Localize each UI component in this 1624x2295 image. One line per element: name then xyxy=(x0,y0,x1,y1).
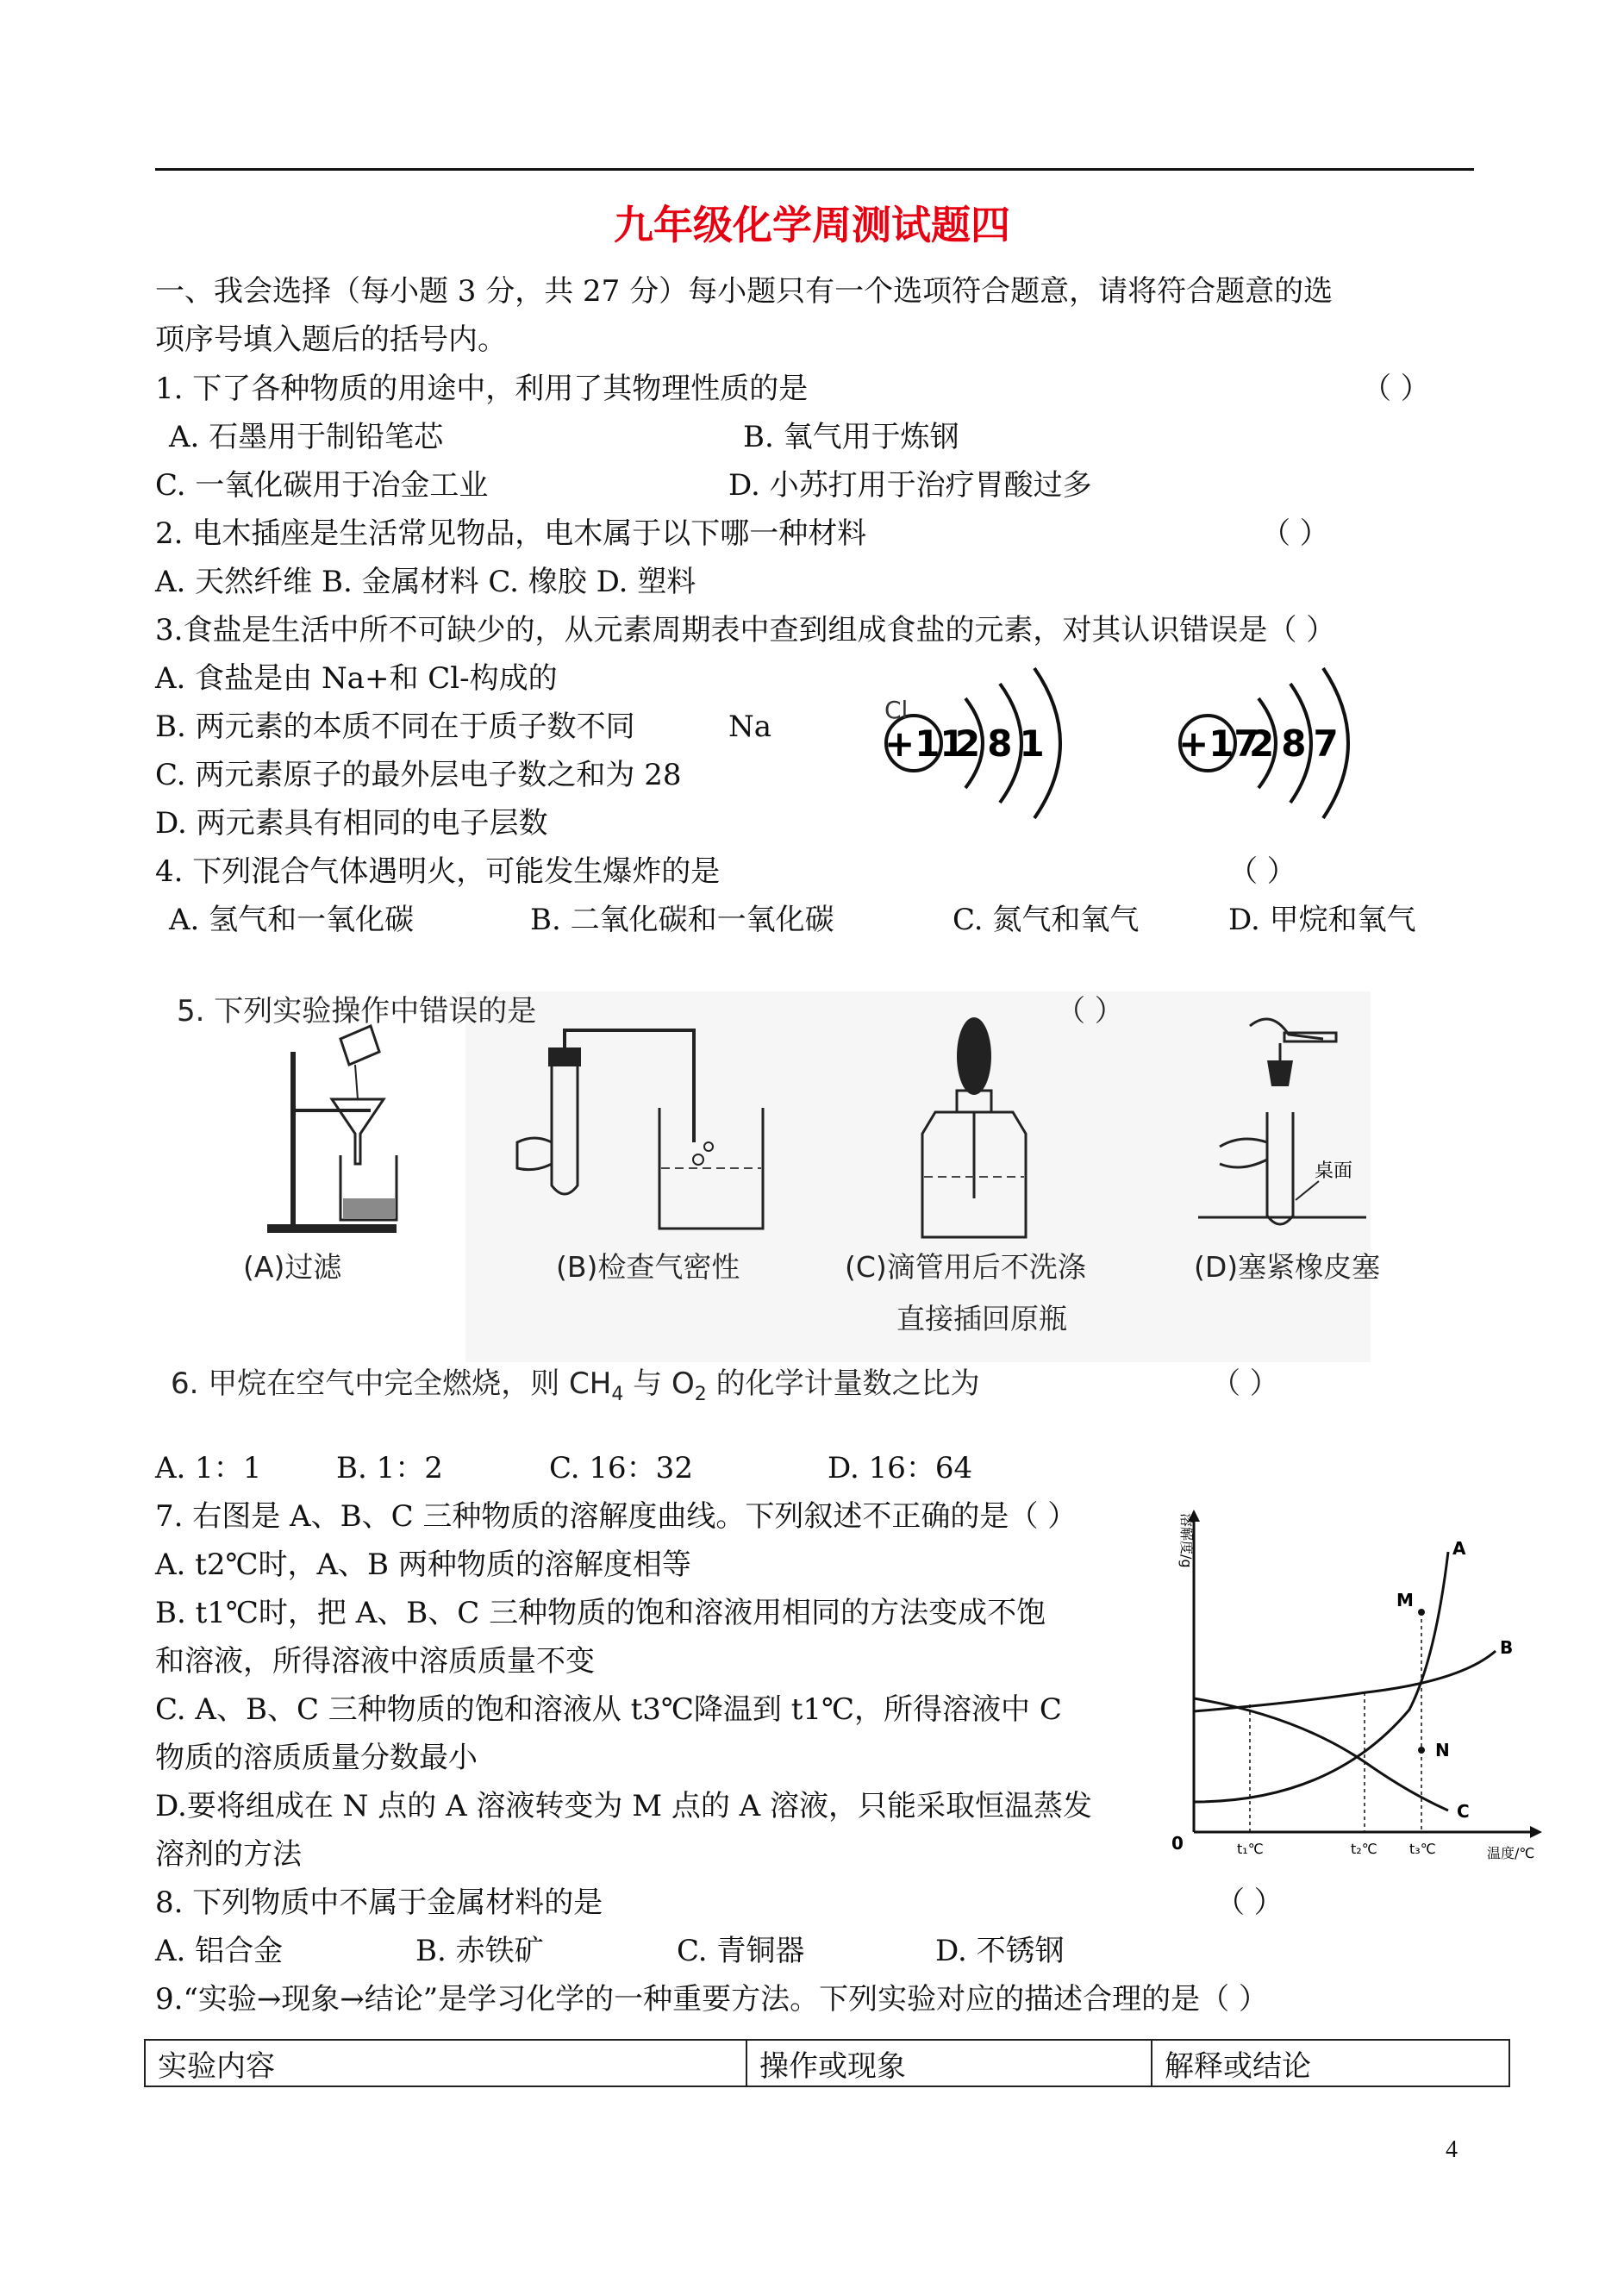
cl-shell-electrons: 287 xyxy=(1249,722,1346,765)
q8-option-d: D. 不锈钢 xyxy=(935,1934,1065,1968)
q7-option-b-line1: B. t1℃时，把 A、B、C 三种物质的饱和溶液用相同的方法变成不饱 xyxy=(155,1596,1046,1630)
tick-t2: t₂℃ xyxy=(1351,1841,1377,1857)
q6-sub-4: 4 xyxy=(611,1383,624,1405)
q2-options: A. 天然纤维 B. 金属材料 C. 橡胶 D. 塑料 xyxy=(155,565,696,599)
q5-caption-d: (D)塞紧橡皮塞 xyxy=(1194,1250,1381,1284)
point-m-label: M xyxy=(1396,1590,1414,1610)
tick-t3: t₃℃ xyxy=(1409,1841,1436,1857)
q5-answer-bracket[interactable]: （ ） xyxy=(1056,994,1124,1029)
q9-stem: 9.“实验→现象→结论”是学习化学的一种重要方法。下列实验对应的描述合理的是（ ） xyxy=(155,1982,1268,2017)
q7-stem: 7. 右图是 A、B、C 三种物质的溶解度曲线。下列叙述不正确的是（ ） xyxy=(155,1499,1077,1534)
curve-a-label: A xyxy=(1452,1538,1466,1559)
q5-caption-b: (B)检查气密性 xyxy=(556,1250,740,1284)
q6-answer-bracket[interactable]: （ ） xyxy=(1211,1366,1279,1401)
table-header-experiment: 实验内容 xyxy=(145,2040,746,2086)
q8-option-c: C. 青铜器 xyxy=(677,1934,805,1968)
q6-stem-mid: 与 O xyxy=(623,1366,695,1401)
section-intro-line2: 项序号填入题后的括号内。 xyxy=(155,322,507,357)
q6-stem xyxy=(171,1360,980,1405)
q7-option-b-line2: 和溶液，所得溶液中溶质质量不变 xyxy=(155,1644,595,1679)
q1-option-a: A. 石墨用于制铅笔芯 xyxy=(169,420,444,454)
q4-option-a: A. 氢气和一氧化碳 xyxy=(169,903,415,937)
na-shell-electrons: 281 xyxy=(955,722,1052,765)
q4-option-d: D. 甲烷和氧气 xyxy=(1228,903,1416,937)
curve-b xyxy=(1194,1651,1496,1711)
tick-t1: t₁℃ xyxy=(1237,1841,1264,1857)
q2-stem: 2. 电木插座是生活常见物品，电木属于以下哪一种材料 xyxy=(155,516,867,551)
graph-origin: 0 xyxy=(1171,1833,1184,1854)
q4-answer-bracket[interactable]: （ ） xyxy=(1228,854,1296,889)
table-header-operation: 操作或现象 xyxy=(746,2040,1152,2086)
curve-c-label: C xyxy=(1457,1801,1470,1822)
q3-option-c: C. 两元素原子的最外层电子数之和为 28 xyxy=(155,758,682,792)
q7-option-c-line2: 物质的溶质质量分数最小 xyxy=(155,1741,478,1775)
na-label: Na xyxy=(728,710,772,744)
q4-stem: 4. 下列混合气体遇明火，可能发生爆炸的是 xyxy=(155,854,721,889)
q6-stem-post: 的化学计量数之比为 xyxy=(706,1366,980,1401)
q1-stem: 1. 下了各种物质的用途中，利用了其物理性质的是 xyxy=(155,372,809,406)
cl-nucleus-charge: +17 xyxy=(1178,722,1259,765)
q1-option-c: C. 一氧化碳用于冶金工业 xyxy=(155,468,489,503)
q7-option-a: A. t2℃时，A、B 两种物质的溶解度相等 xyxy=(155,1548,691,1582)
q9-experiment-table xyxy=(144,2039,1510,2087)
table-header-row xyxy=(145,2040,1509,2086)
page-number: 4 xyxy=(1446,2136,1458,2163)
q1-option-b: B. 氧气用于炼钢 xyxy=(743,420,959,454)
q6-option-c: C. 16：32 xyxy=(549,1451,693,1485)
q5-caption-c-line2: 直接插回原瓶 xyxy=(896,1302,1067,1335)
q6-stem-pre: 6. 甲烷在空气中完全燃烧，则 CH xyxy=(171,1366,612,1401)
curve-b-label: B xyxy=(1500,1637,1514,1658)
q3-option-a: A. 食盐是由 Na+和 Cl-构成的 xyxy=(155,661,558,696)
q4-option-c: C. 氮气和氧气 xyxy=(953,903,1140,937)
point-n xyxy=(1418,1747,1425,1754)
q8-option-a: A. 铝合金 xyxy=(155,1934,284,1968)
q2-answer-bracket[interactable]: （ ） xyxy=(1261,516,1329,551)
cl-label: Cl xyxy=(884,696,909,724)
gas-tightness-check-illustration xyxy=(509,1013,767,1254)
q5-caption-a: (A)过滤 xyxy=(243,1250,342,1284)
q6-option-a: A. 1：1 xyxy=(155,1451,262,1485)
q3-option-d: D. 两元素具有相同的电子层数 xyxy=(155,806,548,841)
page-title: 九年级化学周测试题四 xyxy=(614,202,1010,248)
q8-option-b: B. 赤铁矿 xyxy=(415,1934,544,1968)
curve-c xyxy=(1194,1698,1448,1810)
dropper-bottle-illustration xyxy=(901,1013,1047,1246)
q1-answer-bracket[interactable]: （ ） xyxy=(1362,372,1430,406)
q8-answer-bracket[interactable]: （ ） xyxy=(1215,1885,1284,1920)
q6-sub-2: 2 xyxy=(694,1383,707,1405)
desk-label: 桌面 xyxy=(1315,1160,1353,1182)
graph-y-axis-label: 溶解度/g xyxy=(1178,1513,1195,1568)
na-nucleus-charge: +11 xyxy=(884,722,965,765)
rubber-stopper-illustration xyxy=(1194,1000,1375,1246)
section-intro-line1: 一、我会选择（每小题 3 分，共 27 分）每小题只有一个选项符合题意，请将符合题意的选 xyxy=(155,274,1334,309)
table-header-conclusion: 解释或结论 xyxy=(1152,2040,1509,2086)
q5-caption-c-line1: (C)滴管用后不洗涤 xyxy=(845,1250,1086,1284)
point-n-label: N xyxy=(1435,1740,1450,1760)
solubility-curve-graph xyxy=(1168,1504,1552,1884)
q6-option-d: D. 16：64 xyxy=(828,1451,973,1485)
filtration-apparatus-illustration xyxy=(259,1017,414,1237)
q6-option-b: B. 1：2 xyxy=(336,1451,443,1485)
q7-option-d-line1: D.要将组成在 N 点的 A 溶液转变为 M 点的 A 溶液，只能采取恒温蒸发 xyxy=(155,1789,1092,1823)
q7-option-d-line2: 溶剂的方法 xyxy=(155,1837,302,1872)
q5-stem: 5. 下列实验操作中错误的是 xyxy=(177,994,537,1029)
na-atom-structure-diagram xyxy=(879,660,1095,832)
top-rule xyxy=(155,168,1474,171)
point-m xyxy=(1418,1609,1425,1616)
q4-option-b: B. 二氧化碳和一氧化碳 xyxy=(530,903,834,937)
q1-option-d: D. 小苏打用于治疗胃酸过多 xyxy=(728,468,1092,503)
q3-option-b: B. 两元素的本质不同在于质子数不同 xyxy=(155,710,635,744)
q7-option-c-line1: C. A、B、C 三种物质的饱和溶液从 t3℃降温到 t1℃，所得溶液中 C xyxy=(155,1692,1062,1727)
cl-atom-structure-diagram xyxy=(1159,660,1375,832)
q8-stem: 8. 下列物质中不属于金属材料的是 xyxy=(155,1885,603,1920)
q3-stem: 3.食盐是生活中所不可缺少的，从元素周期表中查到组成食盐的元素，对其认识错误是（ ） xyxy=(155,613,1336,647)
graph-x-axis-label: 温度/℃ xyxy=(1487,1845,1535,1861)
